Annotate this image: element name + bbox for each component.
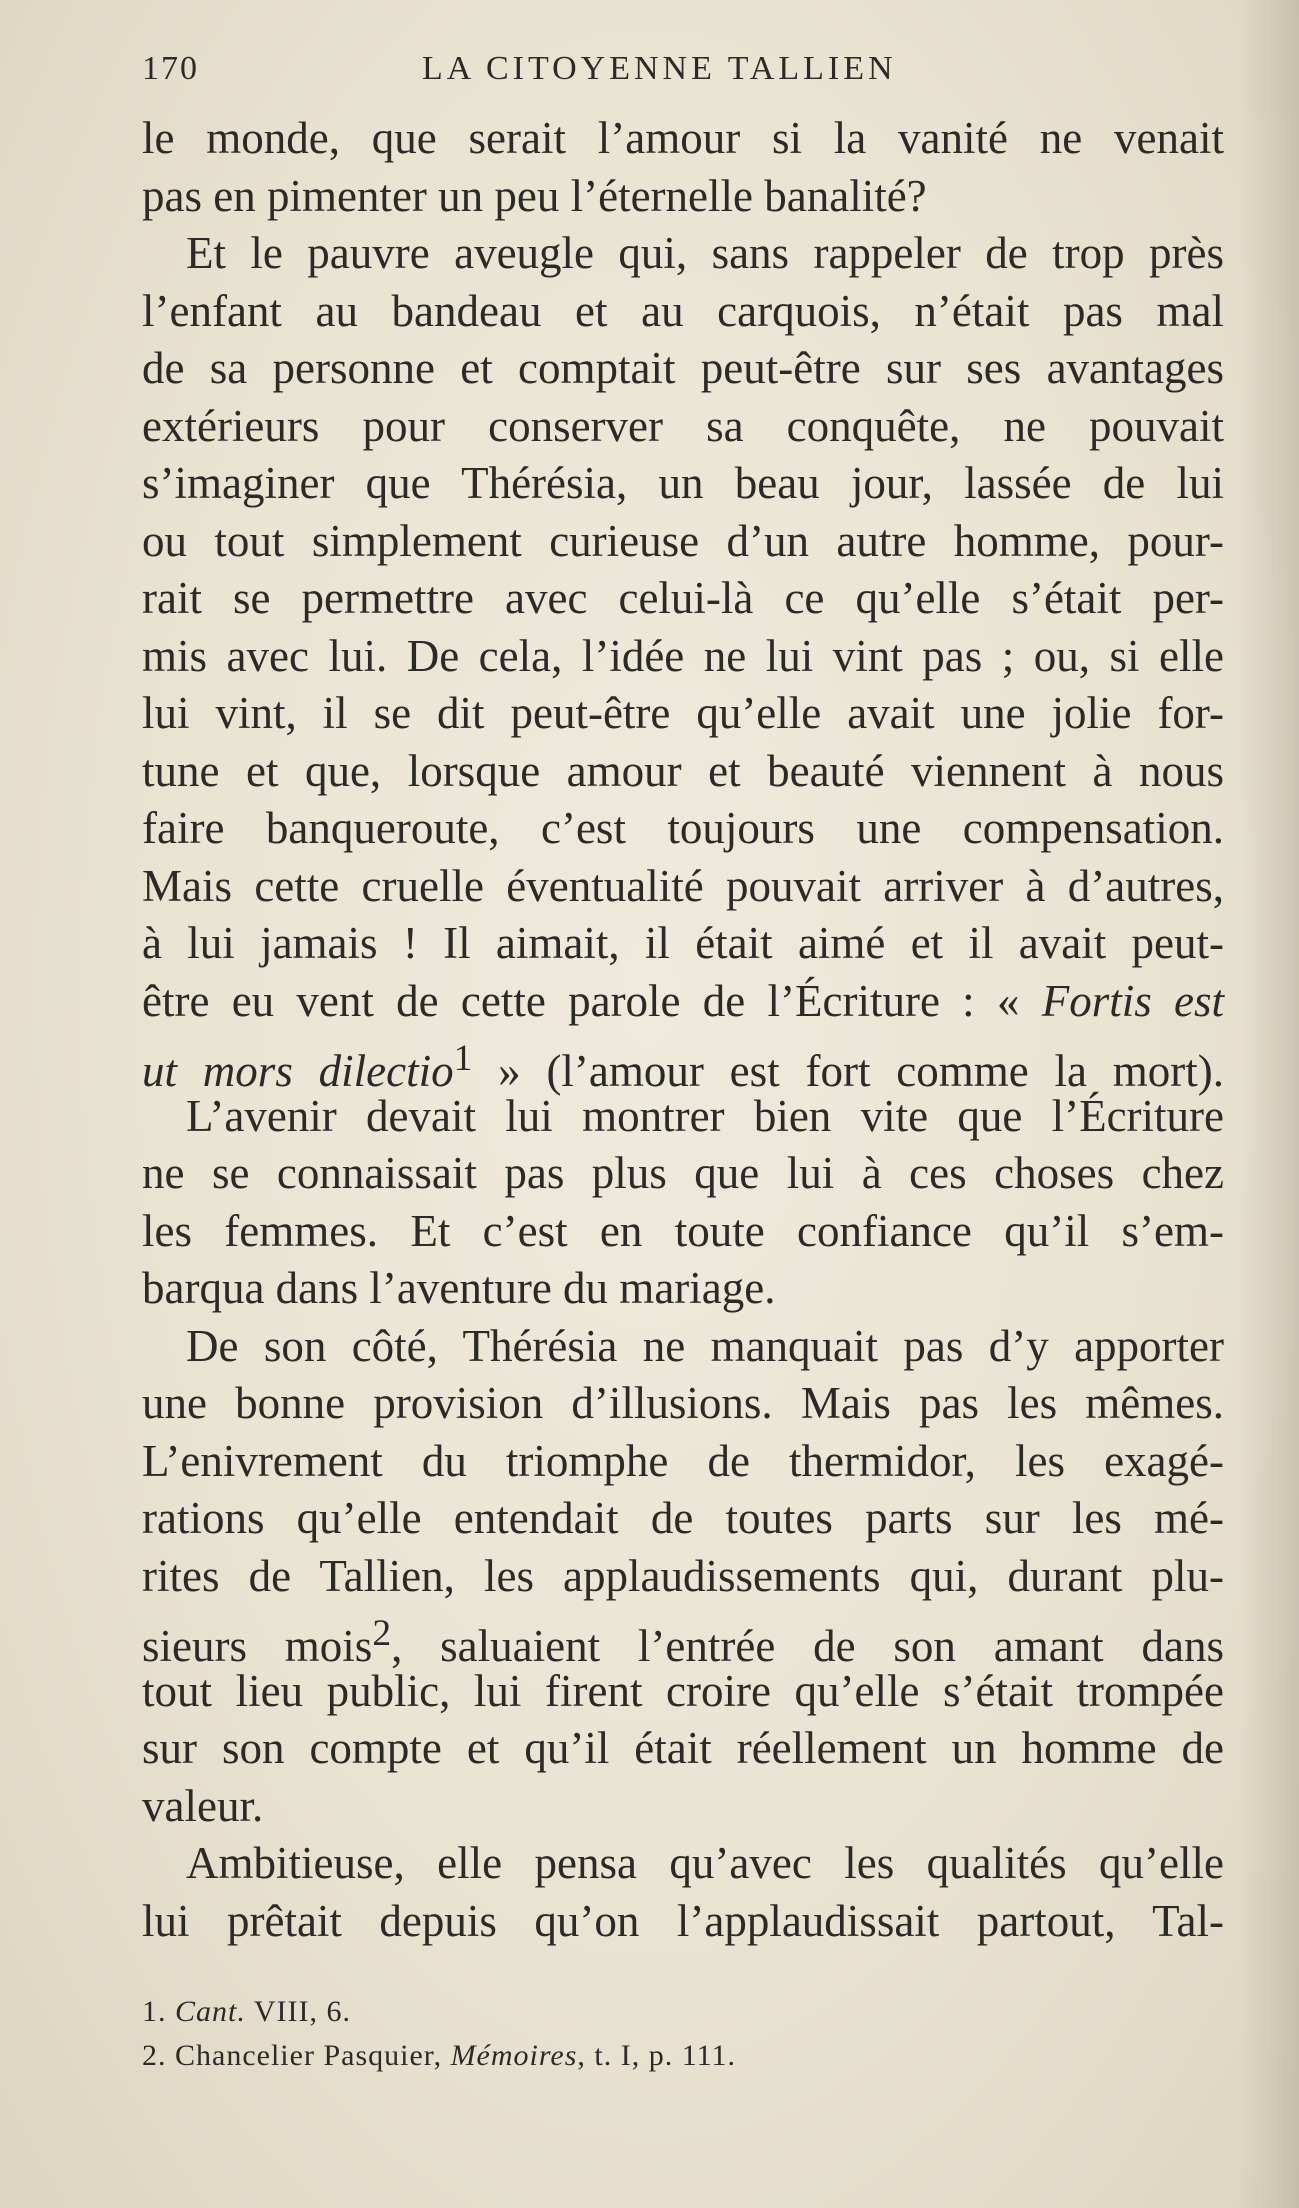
text-line bbox=[142, 398, 1224, 456]
footnote-author: Pasquier bbox=[323, 2039, 434, 2072]
text-line bbox=[142, 800, 1224, 858]
text-line bbox=[142, 1663, 1224, 1721]
line-text: Ambitieuse, elle pensa qu’avec les qualités qu’elle bbox=[186, 1838, 1224, 1888]
text-line bbox=[142, 1778, 1224, 1836]
text-line bbox=[142, 973, 1224, 1031]
line-text: » (l’amour est fort comme la mort). bbox=[472, 1046, 1224, 1096]
footnote-text: , bbox=[433, 2039, 451, 2072]
line-text: L’avenir devait lui montrer bien vite que l’Écriture bbox=[186, 1090, 1224, 1141]
line-text: Mais cette cruelle éventualité pouvait arriver à d’autres, bbox=[142, 860, 1224, 911]
line-text: être eu vent de cette parole de l’Écriture : « bbox=[142, 975, 1020, 1026]
line-text: , saluaient l’entrée de son amant dans bbox=[391, 1621, 1224, 1671]
text-line bbox=[142, 1893, 1224, 1951]
text-line bbox=[142, 1203, 1224, 1261]
text-block bbox=[142, 40, 1224, 2078]
text-line bbox=[142, 1720, 1224, 1778]
line-text: tout lieu public, lui firent croire qu’elle s’était trompée bbox=[142, 1665, 1224, 1716]
running-head bbox=[142, 40, 1224, 110]
text-line bbox=[142, 340, 1224, 398]
line-text: le monde, que serait l’amour si la vanité ne venait bbox=[142, 113, 1224, 163]
text-line bbox=[142, 1145, 1224, 1203]
text-line bbox=[142, 858, 1224, 916]
footnote-number: 1. bbox=[142, 1995, 167, 2028]
text-line bbox=[142, 685, 1224, 743]
line-text: ou tout simplement curieuse d’un autre homme, pour- bbox=[142, 515, 1224, 566]
italic-text: ut mors dilectio bbox=[142, 1046, 454, 1096]
line-text: de sa personne et comptait peut-être sur ses avantages bbox=[142, 343, 1224, 393]
footnote-2 bbox=[142, 2034, 1224, 2078]
line-text: tune et que, lorsque amour et beauté viennent à nous bbox=[142, 745, 1224, 796]
footnote-text: VIII, 6. bbox=[245, 1995, 351, 2028]
text-line bbox=[142, 1835, 1224, 1893]
text-line bbox=[142, 455, 1224, 513]
page-number: 170 bbox=[142, 50, 199, 87]
text-line bbox=[142, 168, 1224, 226]
text-line bbox=[142, 1260, 1224, 1318]
line-text: rait se permettre avec celui-là ce qu’elle s’était per- bbox=[142, 573, 1224, 623]
text-line bbox=[142, 1088, 1224, 1146]
footnote-1 bbox=[142, 1990, 1224, 2034]
footnote-text: Chancelier bbox=[166, 2039, 324, 2072]
text-line bbox=[142, 110, 1224, 168]
text-line bbox=[142, 1030, 1224, 1096]
text-line bbox=[142, 1318, 1224, 1376]
line-text: L’enivrement du triomphe de thermidor, les exagé- bbox=[142, 1435, 1224, 1486]
line-text: extérieurs pour conserver sa conquête, ne pouvait bbox=[142, 400, 1224, 451]
footnote-text: , t. I, p. 111. bbox=[577, 2039, 737, 2072]
line-text: une bonne provision d’illusions. Mais pas les mêmes. bbox=[142, 1378, 1224, 1428]
line-text: rites de Tallien, les applaudissements qui, durant plu- bbox=[142, 1550, 1224, 1601]
line-text: s’imaginer que Thérésia, un beau jour, lassée de lui bbox=[142, 458, 1224, 508]
line-text: les femmes. Et c’est en toute confiance qu’il s’em- bbox=[142, 1205, 1224, 1256]
text-line bbox=[142, 283, 1224, 341]
line-text: pas en pimenter un peu l’éternelle banalité? bbox=[142, 170, 927, 221]
line-text: De son côté, Thérésia ne manquait pas d’y apporter bbox=[186, 1320, 1224, 1371]
line-text: ne se connaissait pas plus que lui à ces choses chez bbox=[142, 1148, 1224, 1198]
line-text: Et le pauvre aveugle qui, sans rappeler de trop près bbox=[186, 228, 1224, 278]
line-text: sieurs mois bbox=[142, 1621, 373, 1671]
footnote-ref: 1 bbox=[453, 1038, 473, 1079]
body-text bbox=[142, 110, 1224, 1950]
line-text: valeur. bbox=[142, 1780, 264, 1831]
footnotes bbox=[142, 1990, 1224, 2078]
footnote-ref: 2 bbox=[372, 1613, 392, 1654]
line-text: faire banqueroute, c’est toujours une compensation. bbox=[142, 803, 1224, 853]
text-line bbox=[142, 570, 1224, 628]
line-text: à lui jamais ! Il aimait, il était aimé et il avait peut- bbox=[142, 918, 1224, 968]
text-line bbox=[142, 915, 1224, 973]
line-text: lui prêtait depuis qu’on l’applaudissait partout, Tal- bbox=[142, 1895, 1224, 1946]
text-line bbox=[142, 1433, 1224, 1491]
line-text: rations qu’elle entendait de toutes parts sur les mé- bbox=[142, 1493, 1224, 1543]
text-line bbox=[142, 628, 1224, 686]
text-line bbox=[142, 1548, 1224, 1606]
footnote-italic: Mémoires bbox=[450, 2039, 578, 2072]
footnote-italic: Cant. bbox=[175, 1995, 246, 2028]
text-line bbox=[142, 513, 1224, 571]
footnote-number: 2. bbox=[142, 2039, 167, 2072]
text-line bbox=[142, 1375, 1224, 1433]
line-text: l’enfant au bandeau et au carquois, n’était pas mal bbox=[142, 285, 1224, 336]
text-line bbox=[142, 225, 1224, 283]
text-line bbox=[142, 1490, 1224, 1548]
text-line bbox=[142, 743, 1224, 801]
italic-text: Fortis est bbox=[1041, 975, 1224, 1026]
line-text: lui vint, il se dit peut-être qu’elle avait une jolie for- bbox=[142, 688, 1224, 738]
running-title: LA CITOYENNE TALLIEN bbox=[422, 50, 897, 87]
line-text: mis avec lui. De cela, l’idée ne lui vint pas ; ou, si elle bbox=[142, 630, 1224, 681]
page-edge-shadow bbox=[1239, 0, 1299, 2208]
line-text: sur son compte et qu’il était réellement un homme de bbox=[142, 1723, 1224, 1773]
line-text: barqua dans l’aventure du mariage. bbox=[142, 1263, 776, 1313]
text-line bbox=[142, 1605, 1224, 1671]
